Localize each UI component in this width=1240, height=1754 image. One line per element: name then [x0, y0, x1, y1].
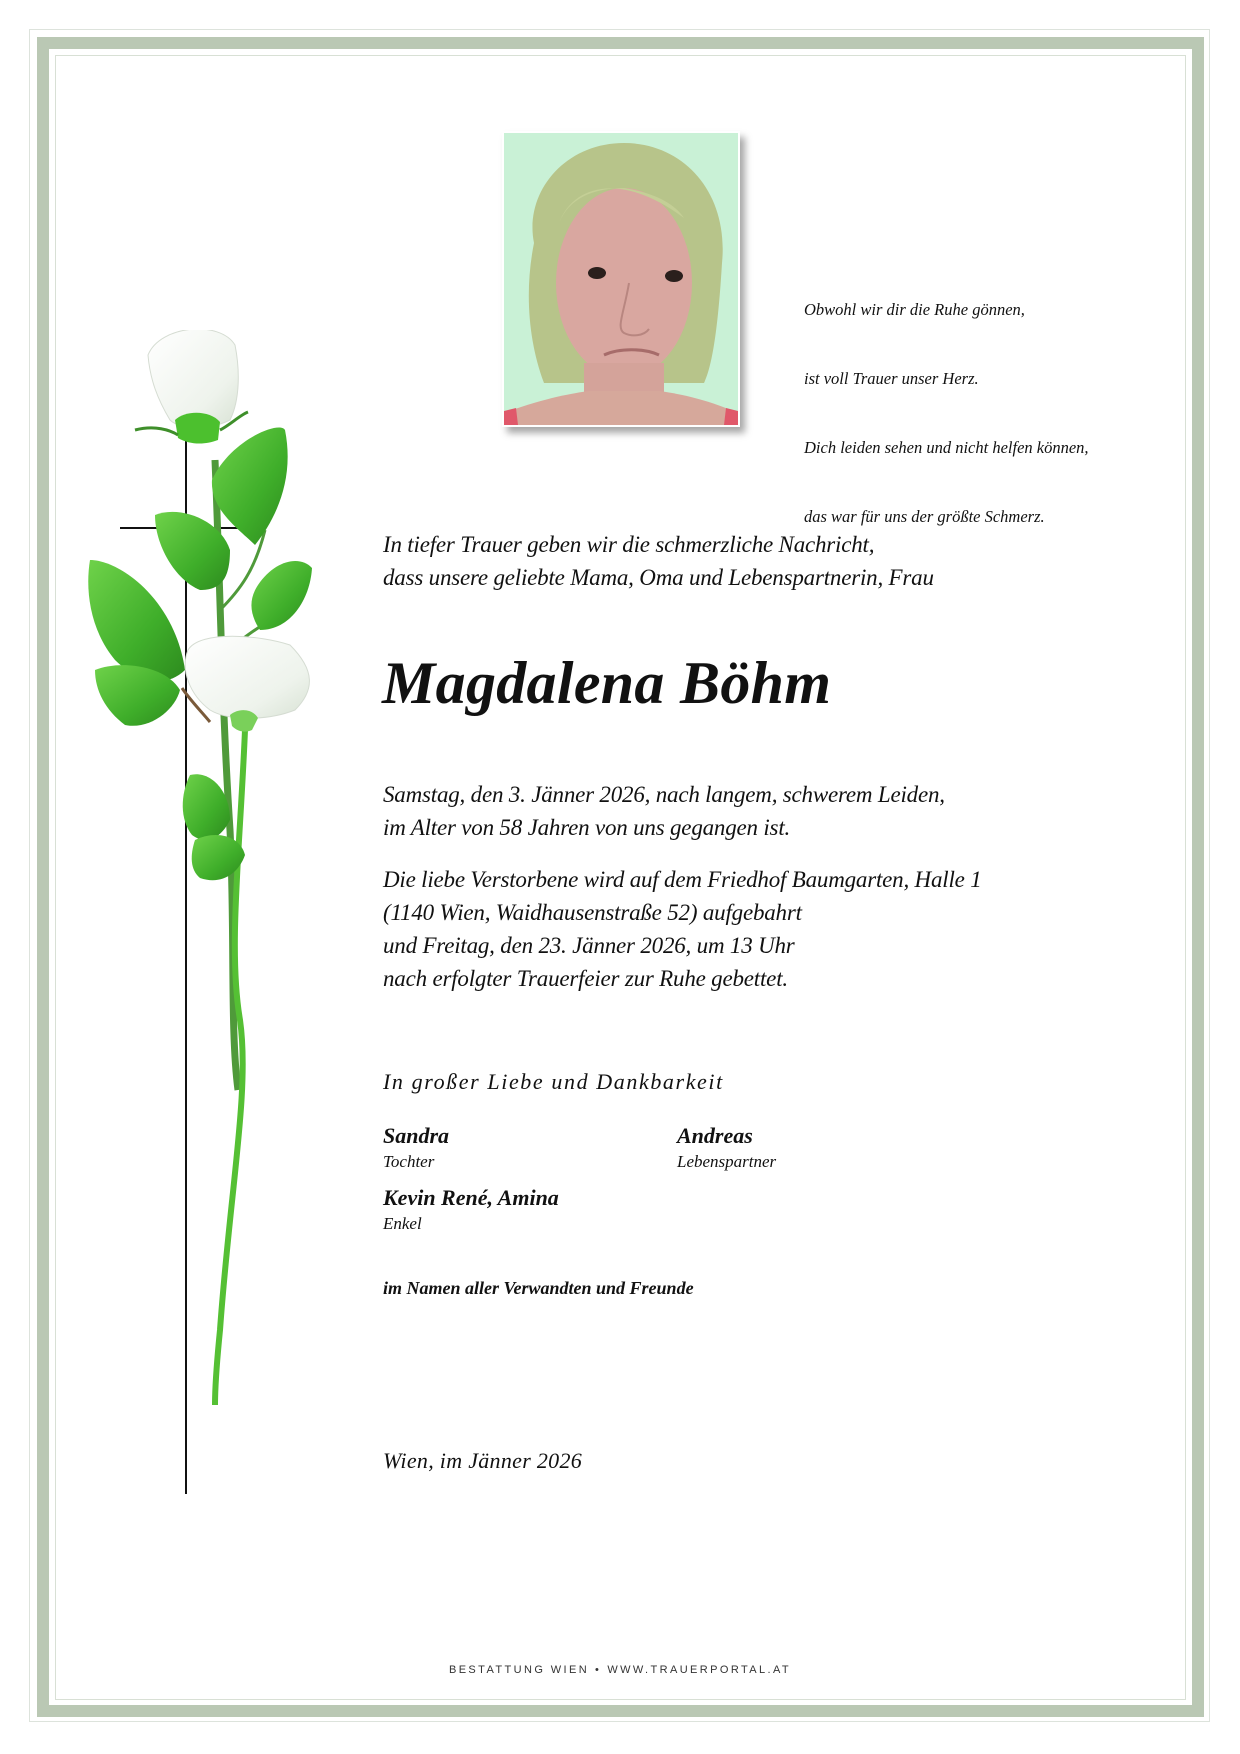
poem-line: das war für uns der größte Schmerz. — [804, 507, 1045, 526]
funeral-info — [383, 863, 982, 995]
mourners-signature: im Namen aller Verwandten und Freunde — [383, 1278, 694, 1298]
funeral-info-line: (1140 Wien, Waidhausenstraße 52) aufgebahrt — [383, 900, 802, 925]
poem-line: ist voll Trauer unser Herz. — [804, 369, 979, 388]
poem-line: Obwohl wir dir die Ruhe gönnen, — [804, 300, 1025, 319]
intro-line: dass unsere geliebte Mama, Oma und Lebenspartnerin, Frau — [383, 565, 934, 590]
footer-company: BESTATTUNG WIEN — [448, 1664, 590, 1676]
poem-line: Dich leiden sehen und nicht helfen können, — [804, 438, 1089, 457]
relative-name: Sandra — [383, 1123, 450, 1148]
poem — [804, 252, 1089, 551]
funeral-info-line: Die liebe Verstorbene wird auf dem Friedhof Baumgarten, Halle 1 — [383, 867, 982, 892]
footer-separator-icon: • — [595, 1664, 602, 1676]
relative-entry — [677, 1123, 776, 1172]
white-rose-icon — [80, 330, 360, 1420]
relative-entry — [383, 1123, 449, 1172]
funeral-info-line: und Freitag, den 23. Jänner 2026, um 13 Uhr — [383, 933, 795, 958]
intro-line: In tiefer Trauer geben wir die schmerzliche Nachricht, — [383, 532, 875, 557]
intro-text — [383, 528, 934, 594]
relative-entry — [383, 1185, 559, 1234]
death-info — [383, 778, 945, 844]
relative-role: Enkel — [383, 1214, 422, 1233]
relative-role: Lebenspartner — [677, 1152, 777, 1171]
mourners-heading: In großer Liebe und Dankbarkeit — [383, 1069, 724, 1094]
footer — [0, 1664, 1240, 1676]
funeral-info-line: nach erfolgter Trauerfeier zur Ruhe gebettet. — [383, 966, 788, 991]
place-date: Wien, im Jänner 2026 — [383, 1448, 583, 1473]
relative-name: Andreas — [677, 1123, 753, 1148]
deceased-name: Magdalena Böhm — [382, 650, 832, 716]
death-info-line: im Alter von 58 Jahren von uns gegangen ist. — [383, 815, 791, 840]
portrait-image — [504, 133, 738, 425]
relative-role: Tochter — [383, 1152, 435, 1171]
death-info-line: Samstag, den 3. Jänner 2026, nach langem, schwerem Leiden, — [383, 782, 945, 807]
footer-website-link[interactable]: WWW.TRAUERPORTAL.AT — [607, 1664, 792, 1676]
relative-name: Kevin René, Amina — [383, 1185, 559, 1210]
deceased-photo — [502, 131, 740, 427]
